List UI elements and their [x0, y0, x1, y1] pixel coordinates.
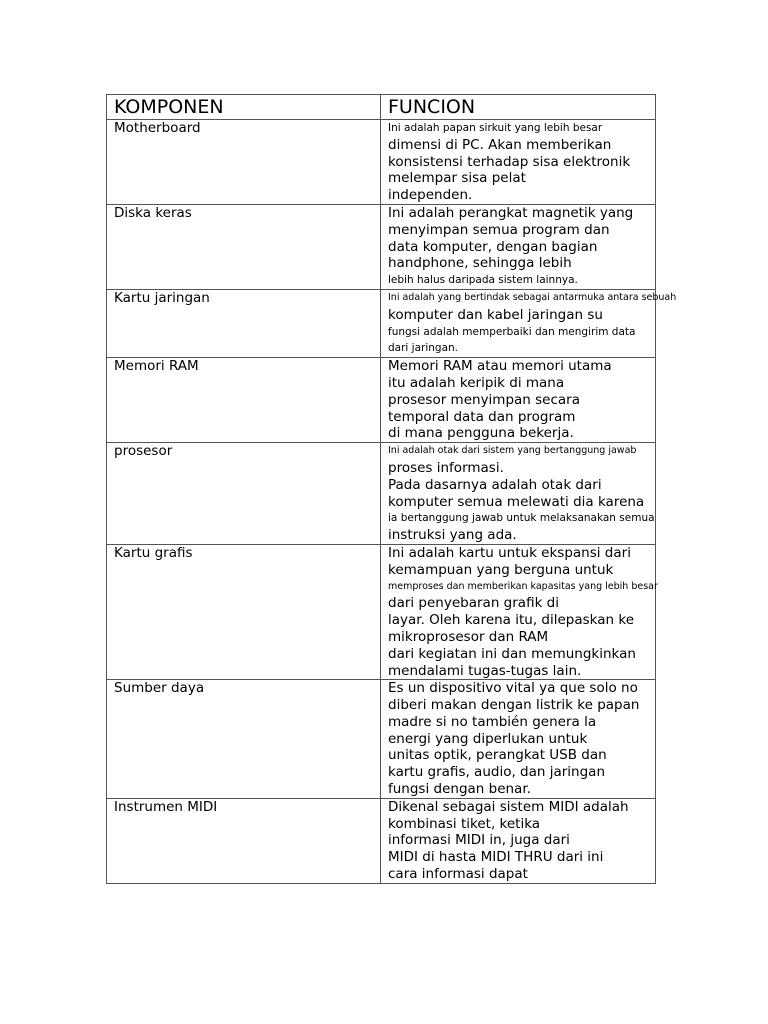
- function-text-line: itu adalah keripik di mana: [388, 374, 565, 391]
- function-text-line: mendalami tugas-tugas lain.: [388, 662, 582, 679]
- function-text-line: unitas optik, perangkat USB dan: [388, 747, 607, 764]
- table-row: [107, 204, 656, 289]
- table-header-row: [107, 95, 656, 120]
- function-text-line: memproses dan memberikan kapasitas yang lebih besar: [388, 580, 658, 592]
- header-function: FUNCION: [381, 95, 656, 120]
- function-text-line: madre si no también genera la: [388, 713, 597, 730]
- components-table: [106, 94, 677, 884]
- function-description-cell: [381, 204, 656, 289]
- function-description-cell: [381, 798, 656, 883]
- component-name-cell: Kartu jaringan: [107, 289, 381, 357]
- function-text-line: kartu grafis, audio, dan jaringan: [388, 764, 606, 781]
- function-text-line: dari penyebaran grafik di: [388, 595, 559, 612]
- function-text-line: mikroprosesor dan RAM: [388, 628, 549, 645]
- function-text-line: MIDI di hasta MIDI THRU dari ini: [388, 849, 604, 866]
- table-row: [107, 798, 656, 883]
- function-description-cell: [381, 358, 656, 443]
- function-description-cell: [381, 680, 656, 799]
- function-text-line: Ini adalah otak dari sistem yang bertanggung jawab: [388, 445, 637, 457]
- function-text-line: data komputer, dengan bagian: [388, 238, 598, 255]
- function-text-line: handphone, sehingga lebih: [388, 255, 572, 272]
- table-row: [107, 443, 656, 545]
- function-text-line: prosesor menyimpan secara: [388, 391, 581, 408]
- function-text-line: menyimpan semua program dan: [388, 221, 610, 238]
- function-text-line: Ini adalah kartu untuk ekspansi dari: [388, 544, 631, 561]
- function-text-line: independen.: [388, 187, 473, 204]
- function-text-line: fungsi adalah memperbaiki dan mengirim data: [388, 325, 636, 338]
- function-text-line: proses informasi.: [388, 459, 504, 476]
- function-text-line: Es un dispositivo vital ya que solo no: [388, 680, 638, 697]
- function-description-cell: [381, 120, 656, 205]
- function-text-line: ia bertanggung jawab untuk melaksanakan semua: [388, 512, 655, 525]
- function-text-line: komputer dan kabel jaringan su: [388, 306, 603, 323]
- function-description-cell: [381, 544, 656, 679]
- header-component: KOMPONEN: [107, 95, 381, 120]
- component-name-cell: Instrumen MIDI: [107, 798, 381, 883]
- table-row: [107, 680, 656, 799]
- function-text-line: Ini adalah perangkat magnetik yang: [388, 204, 634, 221]
- function-text-line: konsistensi terhadap sisa elektronik: [388, 153, 631, 170]
- component-name-cell: Motherboard: [107, 120, 381, 205]
- table-row: [107, 120, 656, 205]
- function-text-line: Ini adalah papan sirkuit yang lebih besar: [388, 122, 603, 134]
- function-text-line: komputer semua melewati dia karena: [388, 493, 645, 510]
- function-text-line: dimensi di PC. Akan memberikan: [388, 136, 612, 153]
- function-text-line: Pada dasarnya adalah otak dari: [388, 476, 602, 493]
- function-text-line: Dikenal sebagai sistem MIDI adalah: [388, 798, 629, 815]
- function-text-line: fungsi dengan benar.: [388, 781, 531, 798]
- function-description-cell: [381, 443, 656, 545]
- function-text-line: dari jaringan.: [388, 342, 459, 355]
- function-text-line: di mana pengguna bekerja.: [388, 425, 574, 442]
- function-text-line: Memori RAM atau memori utama: [388, 358, 612, 375]
- function-text-line: kemampuan yang berguna untuk: [388, 561, 614, 578]
- function-text-line: kombinasi tiket, ketika: [388, 815, 541, 832]
- function-text-line: cara informasi dapat: [388, 866, 528, 883]
- table-row: [107, 544, 656, 679]
- function-text-line: energi yang diperlukan untuk: [388, 730, 588, 747]
- function-text-line: Ini adalah yang bertindak sebagai antarmuka antara sebuah: [388, 291, 677, 303]
- function-text-line: lebih halus daripada sistem lainnya.: [388, 274, 578, 287]
- table-body: [107, 120, 677, 884]
- function-text-line: diberi makan dengan listrik ke papan: [388, 697, 640, 714]
- function-text-line: layar. Oleh karena itu, dilepaskan ke: [388, 612, 635, 629]
- table-row: [107, 358, 656, 443]
- function-text-line: instruksi yang ada.: [388, 527, 517, 544]
- function-description-cell: [381, 289, 677, 357]
- function-text-line: informasi MIDI in, juga dari: [388, 832, 570, 849]
- function-text-line: melempar sisa pelat: [388, 170, 526, 187]
- table-row: [107, 289, 656, 357]
- component-name-cell: Diska keras: [107, 204, 381, 289]
- function-text-line: temporal data dan program: [388, 408, 576, 425]
- component-name-cell: Kartu grafis: [107, 544, 381, 679]
- component-name-cell: Memori RAM: [107, 358, 381, 443]
- component-name-cell: Sumber daya: [107, 680, 381, 799]
- component-name-cell: prosesor: [107, 443, 381, 545]
- function-text-line: dari kegiatan ini dan memungkinkan: [388, 645, 636, 662]
